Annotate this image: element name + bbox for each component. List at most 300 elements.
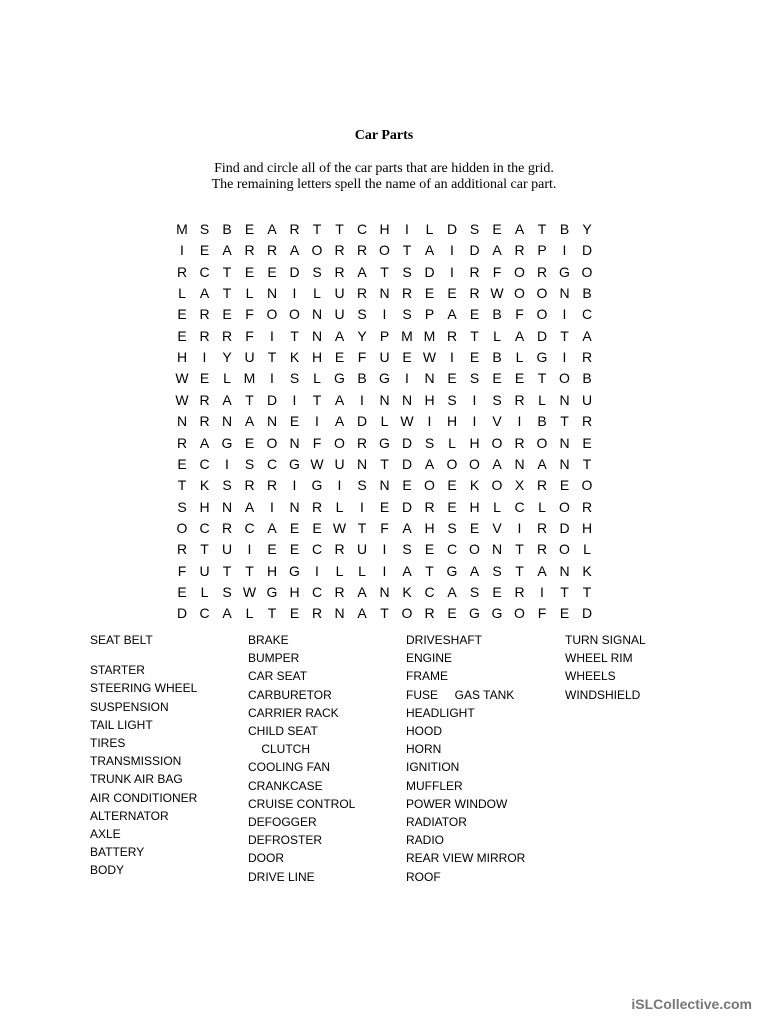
grid-letter: D	[356, 413, 368, 430]
grid-letter: S	[402, 306, 412, 323]
word-list-item: BODY	[90, 863, 125, 878]
grid-letter: R	[199, 327, 210, 344]
grid-letter: A	[222, 391, 232, 408]
grid-letter: O	[514, 285, 525, 302]
word-list-item: TRUNK AIR BAG	[90, 772, 183, 787]
grid-letter: R	[334, 541, 345, 558]
grid-letter: O	[446, 455, 458, 472]
grid-letter: R	[266, 242, 278, 259]
grid-letter: N	[559, 455, 570, 472]
grid-letter: C	[356, 221, 368, 237]
grid-letter: F	[357, 349, 367, 366]
word-list-column-4	[565, 631, 646, 704]
grid-letter: T	[537, 221, 547, 237]
grid-letter: U	[356, 541, 368, 558]
grid-letter: L	[335, 498, 344, 515]
grid-letter: O	[289, 306, 300, 323]
grid-letter: R	[356, 434, 368, 451]
grid-letter: F	[515, 306, 524, 323]
grid-letter: E	[312, 519, 322, 536]
word-list-item: AXLE	[90, 827, 121, 842]
word-list-item: WHEELS	[565, 669, 616, 684]
grid-letter: C	[311, 541, 323, 558]
grid-letter: L	[380, 413, 389, 430]
grid-letter: R	[536, 519, 548, 536]
word-list-item	[90, 649, 197, 661]
grid-letter: D	[469, 242, 480, 259]
word-list-item: CARBURETOR	[248, 687, 332, 702]
grid-letter: A	[582, 327, 592, 344]
grid-letter: I	[382, 541, 387, 558]
grid-letter: T	[515, 562, 524, 579]
word-list-item: DRIVE LINE	[248, 869, 315, 884]
grid-letter: R	[514, 391, 525, 408]
grid-letter: A	[357, 583, 367, 600]
grid-letter: V	[492, 519, 502, 536]
grid-letter: E	[379, 498, 390, 515]
grid-letter: N	[289, 434, 300, 451]
grid-letter: S	[244, 455, 255, 472]
grid-letter: A	[267, 519, 277, 536]
grid-letter: R	[311, 498, 323, 515]
grid-letter: A	[402, 519, 412, 536]
word-list-item: AIR CONDITIONER	[90, 790, 198, 805]
grid-letter: T	[380, 263, 389, 280]
grid-letter: V	[492, 413, 502, 430]
word-list-item: POWER WINDOW	[406, 796, 508, 811]
grid-letter: E	[199, 370, 210, 387]
grid-letter: R	[469, 285, 480, 302]
grid-letter: A	[537, 455, 547, 472]
grid-letter: R	[514, 242, 525, 259]
word-list-item: RADIATOR	[406, 815, 467, 830]
grid-letter: H	[469, 434, 480, 451]
grid-letter: R	[536, 541, 548, 558]
grid-letter: N	[559, 391, 570, 408]
grid-letter: C	[581, 306, 593, 323]
grid-letter: T	[267, 349, 277, 366]
word-list-column-1	[90, 631, 197, 880]
grid-letter: R	[244, 242, 255, 259]
grid-letter: H	[379, 221, 390, 237]
grid-letter: E	[222, 306, 232, 323]
grid-letter: I	[405, 221, 409, 237]
word-list-item: BATTERY	[90, 845, 145, 860]
grid-letter: S	[492, 391, 502, 408]
grid-letter: D	[536, 327, 548, 344]
grid-letter: K	[199, 477, 210, 494]
word-list-item: COOLING FAN	[248, 760, 331, 775]
grid-letter: O	[536, 306, 548, 323]
grid-letter: E	[177, 327, 187, 344]
grid-letter: G	[334, 370, 345, 387]
grid-letter: E	[447, 370, 457, 387]
grid-letter: E	[559, 477, 570, 494]
grid-letter: C	[199, 455, 210, 472]
grid-letter: E	[289, 605, 300, 622]
grid-letter: L	[583, 541, 591, 558]
grid-letter: W	[175, 370, 189, 387]
grid-letter: M	[401, 327, 413, 344]
grid-letter: E	[289, 541, 300, 558]
grid-letter: A	[514, 221, 525, 237]
grid-letter: I	[517, 413, 522, 430]
grid-letter: D	[559, 519, 570, 536]
grid-letter: I	[427, 413, 432, 430]
grid-letter: A	[289, 242, 300, 259]
grid-letter: C	[424, 583, 435, 600]
grid-letter: R	[514, 583, 525, 600]
grid-letter: S	[424, 434, 435, 451]
grid-letter: R	[221, 519, 233, 536]
grid-letter: O	[311, 242, 323, 259]
grid-letter: B	[222, 221, 232, 237]
grid-letter: E	[424, 285, 435, 302]
grid-letter: E	[582, 434, 592, 451]
grid-letter: R	[199, 391, 210, 408]
grid-letter: I	[517, 519, 522, 536]
grid-letter: M	[176, 221, 188, 237]
grid-letter: R	[536, 477, 548, 494]
grid-letter: R	[469, 263, 480, 280]
grid-letter: O	[266, 434, 278, 451]
grid-letter: G	[289, 455, 300, 472]
grid-letter: U	[334, 455, 345, 472]
grid-letter: L	[313, 285, 321, 302]
grid-letter: S	[199, 221, 210, 237]
grid-letter: L	[313, 370, 321, 387]
grid-letter: N	[514, 455, 525, 472]
grid-letter: N	[379, 391, 390, 408]
grid-letter: E	[492, 583, 502, 600]
grid-letter: A	[222, 605, 232, 622]
grid-letter: F	[245, 327, 254, 344]
grid-letter: S	[469, 370, 480, 387]
grid-letter: E	[177, 583, 187, 600]
grid-letter: T	[402, 242, 412, 259]
word-list-item: ENGINE	[406, 651, 453, 666]
grid-letter: N	[559, 285, 570, 302]
grid-letter: L	[200, 583, 209, 600]
grid-letter: R	[581, 349, 593, 366]
grid-letter: T	[222, 562, 232, 579]
grid-letter: N	[176, 413, 188, 430]
grid-letter: R	[289, 221, 300, 237]
grid-letter: R	[199, 413, 210, 430]
grid-letter: E	[447, 605, 457, 622]
grid-letter: E	[447, 498, 457, 515]
grid-letter: R	[356, 242, 368, 259]
grid-letter: S	[222, 477, 232, 494]
grid-letter: R	[334, 242, 345, 259]
grid-letter: T	[312, 391, 322, 408]
grid-letter: N	[559, 562, 570, 579]
grid-letter: L	[515, 349, 524, 366]
grid-letter: K	[469, 477, 480, 494]
grid-letter: I	[292, 477, 297, 494]
grid-letter: T	[245, 562, 254, 579]
word-list-item: HORN	[406, 742, 442, 757]
grid-letter: U	[199, 562, 210, 579]
grid-letter: G	[446, 562, 458, 579]
grid-letter: O	[379, 242, 390, 259]
grid-letter: O	[469, 455, 480, 472]
grid-letter: T	[222, 285, 232, 302]
grid-letter: O	[266, 306, 278, 323]
grid-letter: E	[469, 349, 480, 366]
grid-letter: R	[514, 434, 525, 451]
grid-letter: I	[337, 477, 342, 494]
grid-letter: F	[245, 306, 254, 323]
word-list-item: CLUTCH	[248, 742, 311, 757]
grid-letter: I	[292, 285, 297, 302]
grid-letter: S	[312, 263, 322, 280]
word-list-item: RADIO	[406, 833, 445, 848]
word-list-item: DRIVESHAFT	[406, 633, 483, 647]
grid-letter: U	[244, 349, 255, 366]
grid-letter: S	[469, 221, 480, 237]
grid-letter: I	[270, 498, 274, 515]
grid-letter: R	[581, 498, 593, 515]
grid-letter: O	[401, 605, 413, 622]
grid-letter: A	[357, 263, 367, 280]
grid-letter: N	[311, 327, 323, 344]
watermark: iSLCollective.com	[631, 996, 752, 1012]
grid-letter: R	[401, 285, 413, 302]
grid-letter: I	[315, 413, 319, 430]
grid-letter: W	[242, 583, 257, 600]
word-list-item: TURN SIGNAL	[565, 633, 646, 647]
grid-letter: I	[202, 349, 207, 366]
grid-letter: F	[177, 562, 187, 579]
grid-letter: O	[559, 370, 570, 387]
grid-letter: N	[266, 285, 278, 302]
grid-letter: M	[243, 370, 256, 387]
grid-letter: L	[245, 605, 254, 622]
grid-letter: G	[311, 477, 323, 494]
grid-letter: H	[446, 413, 458, 430]
grid-letter: E	[177, 455, 187, 472]
grid-letter: E	[559, 605, 570, 622]
word-list-item: CRUISE CONTROL	[248, 796, 356, 811]
grid-letter: S	[222, 583, 232, 600]
grid-letter: D	[581, 242, 593, 259]
grid-letter: G	[266, 583, 278, 600]
word-list-item: HEADLIGHT	[406, 705, 475, 720]
grid-letter: B	[559, 221, 570, 237]
grid-letter: A	[199, 434, 210, 451]
grid-letter: F	[492, 263, 502, 280]
grid-letter: I	[315, 562, 319, 579]
grid-letter: L	[493, 327, 501, 344]
grid-letter: E	[267, 263, 277, 280]
grid-letter: O	[176, 519, 188, 536]
grid-letter: N	[334, 605, 345, 622]
grid-letter: U	[334, 285, 345, 302]
grid-letter: O	[581, 263, 593, 280]
grid-letter: Y	[222, 349, 232, 366]
grid-letter: A	[199, 285, 210, 302]
grid-letter: I	[405, 370, 409, 387]
word-list-item: CAR SEAT	[248, 669, 308, 684]
grid-letter: R	[221, 327, 233, 344]
grid-letter: N	[356, 455, 368, 472]
grid-letter: S	[447, 391, 457, 408]
grid-letter: C	[514, 498, 525, 515]
grid-letter: D	[581, 605, 593, 622]
grid-letter: O	[424, 477, 435, 494]
grid-letter: A	[334, 327, 345, 344]
grid-letter: H	[176, 349, 188, 366]
grid-letter: C	[446, 541, 458, 558]
grid-letter: A	[222, 242, 232, 259]
grid-letter: R	[334, 583, 345, 600]
grid-letter: L	[448, 434, 456, 451]
grid-letter: I	[562, 306, 567, 323]
grid-letter: G	[379, 434, 390, 451]
grid-letter: T	[560, 413, 569, 430]
grid-letter: O	[469, 541, 480, 558]
grid-letter: E	[244, 221, 255, 237]
word-list-item: BUMPER	[248, 651, 300, 666]
grid-letter: F	[312, 434, 322, 451]
grid-letter: A	[514, 327, 525, 344]
word-list-item: TRANSMISSION	[90, 754, 182, 769]
grid-letter: K	[289, 349, 300, 366]
grid-letter: X	[514, 477, 525, 494]
grid-letter: R	[199, 306, 210, 323]
grid-letter: U	[379, 349, 390, 366]
grid-letter: S	[469, 583, 480, 600]
grid-letter: N	[289, 498, 300, 515]
grid-letter: W	[400, 413, 414, 430]
word-list-item: REAR VIEW MIRROR	[406, 851, 526, 866]
word-list-item: MUFFLER	[406, 778, 463, 793]
grid-letter: T	[200, 541, 209, 558]
grid-letter: R	[424, 605, 435, 622]
grid-letter: I	[270, 327, 274, 344]
grid-letter: L	[493, 498, 501, 515]
word-list-item: DOOR	[248, 851, 284, 866]
grid-letter: E	[289, 413, 300, 430]
grid-letter: Y	[357, 327, 367, 344]
word-list-item: SUSPENSION	[90, 699, 169, 714]
grid-letter: P	[537, 242, 547, 259]
word-list-item: SEAT BELT	[90, 633, 153, 647]
grid-letter: H	[199, 498, 210, 515]
grid-letter: R	[581, 413, 593, 430]
grid-letter: A	[244, 413, 255, 430]
grid-letter: O	[514, 263, 525, 280]
word-list-item: IGNITION	[406, 760, 460, 775]
grid-letter: F	[380, 519, 389, 536]
grid-letter: H	[289, 583, 300, 600]
word-list-item: ROOF	[406, 869, 441, 884]
grid-letter: I	[360, 498, 364, 515]
grid-letter: N	[424, 370, 435, 387]
grid-letter: I	[382, 306, 387, 323]
grid-letter: E	[402, 477, 412, 494]
grid-letter: I	[225, 455, 229, 472]
word-list-column-2	[248, 631, 355, 886]
grid-letter: E	[199, 242, 210, 259]
grid-letter: B	[357, 370, 367, 387]
grid-letter: A	[447, 306, 457, 323]
grid-letter: D	[401, 455, 413, 472]
grid-letter: O	[536, 285, 548, 302]
grid-letter: I	[247, 541, 252, 558]
grid-letter: O	[559, 541, 570, 558]
word-list-item: TAIL LIGHT	[90, 717, 153, 732]
grid-letter: U	[221, 541, 233, 558]
grid-letter: R	[424, 498, 435, 515]
grid-letter: F	[537, 605, 547, 622]
grid-letter: G	[491, 605, 503, 622]
grid-letter: T	[582, 583, 592, 600]
grid-letter: N	[379, 285, 390, 302]
grid-letter: N	[266, 413, 278, 430]
grid-letter: B	[582, 370, 592, 387]
grid-letter: L	[538, 391, 546, 408]
grid-letter: G	[559, 263, 570, 280]
grid-letter: K	[582, 562, 592, 579]
grid-letter: R	[266, 477, 278, 494]
grid-letter: A	[537, 562, 547, 579]
grid-letter: W	[310, 455, 324, 472]
grid-letter: E	[447, 285, 457, 302]
grid-letter: G	[469, 605, 480, 622]
grid-letter: O	[536, 434, 548, 451]
grid-letter: T	[515, 541, 524, 558]
grid-letter: D	[266, 391, 278, 408]
grid-letter: R	[356, 285, 368, 302]
word-list-item: CHILD SEAT	[248, 724, 318, 739]
grid-letter: E	[492, 370, 502, 387]
grid-letter: P	[379, 327, 390, 344]
grid-letter: E	[267, 541, 277, 558]
grid-letter: W	[422, 349, 437, 366]
grid-letter: E	[289, 519, 300, 536]
grid-letter: A	[492, 455, 502, 472]
word-list-item: WHEEL RIM	[565, 651, 633, 666]
grid-letter: N	[401, 391, 413, 408]
grid-letter: N	[491, 541, 503, 558]
grid-letter: C	[244, 519, 255, 536]
grid-letter: B	[492, 349, 502, 366]
grid-letter: E	[244, 434, 255, 451]
grid-letter: L	[538, 498, 546, 515]
grid-letter: E	[492, 221, 502, 237]
grid-letter: H	[424, 391, 435, 408]
grid-letter: T	[537, 370, 547, 387]
grid-letter: N	[559, 434, 570, 451]
grid-letter: A	[469, 562, 480, 579]
grid-letter: L	[178, 285, 186, 302]
grid-letter: B	[582, 285, 592, 302]
grid-letter: L	[425, 221, 434, 237]
grid-letter: U	[334, 306, 345, 323]
grid-letter: G	[536, 349, 548, 366]
grid-letter: S	[177, 498, 187, 515]
grid-letter: R	[446, 327, 458, 344]
grid-letter: C	[311, 583, 323, 600]
grid-letter: D	[176, 605, 188, 622]
grid-letter: E	[244, 263, 255, 280]
grid-letter: T	[425, 562, 434, 579]
grid-letter: O	[491, 434, 503, 451]
grid-letter: T	[560, 327, 569, 344]
grid-letter: I	[540, 583, 544, 600]
